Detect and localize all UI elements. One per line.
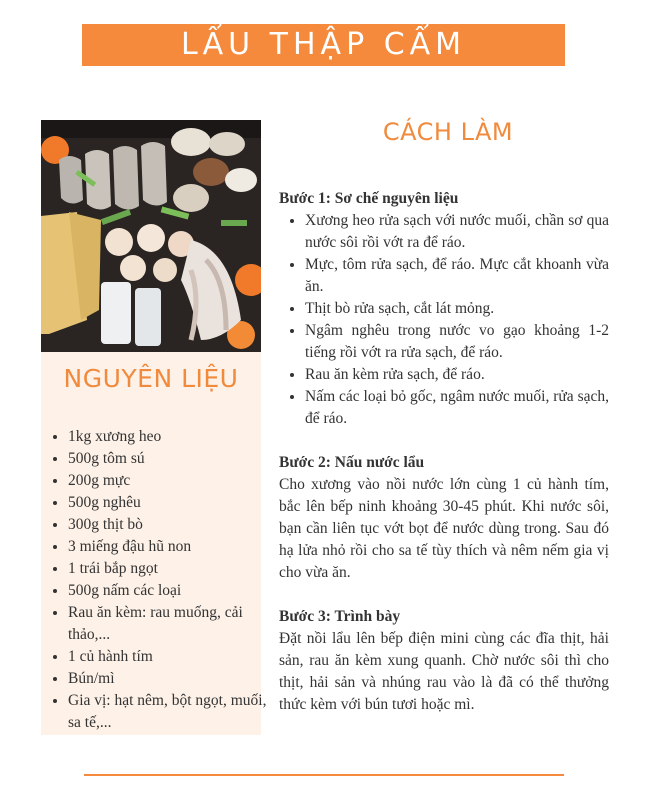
step-1-title: Bước 1: Sơ chế nguyên liệu <box>279 190 459 207</box>
list-item: • Rau ăn kèm: rau muống, cải thảo,... <box>68 602 273 646</box>
page-title: LẨU THẬP CẨM <box>180 27 467 62</box>
list-item: • 1 trái bắp ngọt <box>68 558 273 580</box>
list-item: • Gia vị: hạt nêm, bột ngọt, muối, sa tế,... <box>68 690 273 734</box>
list-item: • 1kg xương heo <box>68 426 273 448</box>
list-item: • Xương heo rửa sạch với nước muối, chần sơ qua nước sôi rồi vớt ra để ráo. <box>305 210 609 254</box>
step-2-text: Cho xương vào nồi nước lớn cùng 1 củ hành tím, bắc lên bếp ninh khoảng 30-45 phút. Khi nước sôi, bạn cần liên tục vớt bọt để nước dùng trong. Sau đó hạ lửa nhỏ rồi cho sa tế tùy thích và nêm nếm gia vị cho vừa ăn. <box>279 476 609 581</box>
food-photo-illustration <box>41 120 261 352</box>
list-item: • Ngâm nghêu trong nước vo gạo khoảng 1-2 tiếng rồi vớt ra rửa sạch, để ráo. <box>305 320 609 364</box>
step-3-text: Đặt nồi lẩu lên bếp điện mini cùng các đĩa thịt, hải sản, rau ăn kèm xung quanh. Chờ nước sôi thì cho thịt, hải sản và nhúng rau vào là đã có thể thưởng thức kèm với bún tươi hoặc mì. <box>279 630 609 713</box>
list-item: • 200g mực <box>68 470 273 492</box>
list-item: • Mực, tôm rửa sạch, để ráo. Mực cắt khoanh vừa ăn. <box>305 254 609 298</box>
list-item: • 500g nghêu <box>68 492 273 514</box>
ingredients-heading: NGUYÊN LIỆU <box>63 364 239 393</box>
step-2-title: Bước 2: Nấu nước lẩu <box>279 454 425 471</box>
list-item: • Bún/mì <box>68 668 273 690</box>
list-item: • 1 củ hành tím <box>68 646 273 668</box>
title-banner <box>82 24 565 66</box>
list-item: • 300g thịt bò <box>68 514 273 536</box>
ingredients-panel <box>41 120 267 735</box>
step-1-list <box>279 210 609 430</box>
ingredients-list <box>50 426 273 734</box>
list-item: • 500g tôm sú <box>68 448 273 470</box>
list-item: • 3 miếng đậu hũ non <box>68 536 273 558</box>
method-section <box>279 118 609 716</box>
list-item: • Nấm các loại bỏ gốc, ngâm nước muối, rửa sạch, để ráo. <box>305 386 609 430</box>
step-3-title: Bước 3: Trình bày <box>279 608 401 625</box>
footer-divider <box>84 774 564 776</box>
list-item: • Thịt bò rửa sạch, cắt lát mỏng. <box>305 298 609 320</box>
list-item: • 500g nấm các loại <box>68 580 273 602</box>
method-heading: CÁCH LÀM <box>382 118 514 146</box>
list-item: • Rau ăn kèm rửa sạch, để ráo. <box>305 364 609 386</box>
hotpot-ingredients-photo <box>41 120 261 352</box>
